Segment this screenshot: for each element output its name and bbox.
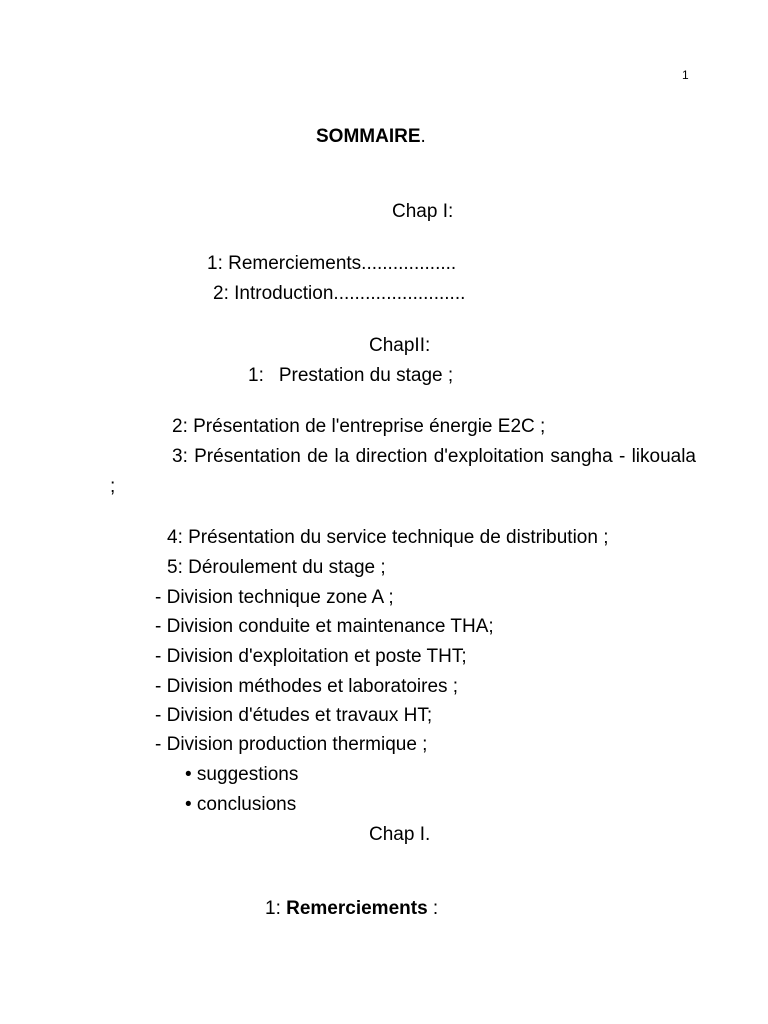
toc-item-remerciements: 1: Remerciements.................. [207,253,457,274]
toc-item-introduction: 2: Introduction......................... [213,283,466,304]
toc-item-prestation [248,365,453,387]
page-number: 1 [682,68,689,82]
list-item-conclusions: • conclusions [185,794,297,815]
toc-item-presentation-direction: 3: Présentation de la direction d'exploitation sangha - likouala ; [110,446,696,497]
chap1-body-heading: Chap I. [369,824,431,845]
section-number: 1: [265,898,287,919]
title-text: SOMMAIRE [316,126,421,147]
page-title [316,126,426,148]
list-item-division: - Division d'exploitation et poste THT; [155,646,467,667]
section-heading-remerciements [265,898,438,920]
section-title: Remerciements [286,898,428,919]
toc-item-presentation-entreprise: 2: Présentation de l'entreprise énergie E2C ; [172,416,546,437]
item-text: Prestation du stage ; [278,365,454,386]
list-item-division: - Division technique zone A ; [155,587,394,608]
toc-item-presentation-service: 4: Présentation du service technique de distribution ; [167,527,609,548]
list-item-division: - Division production thermique ; [155,734,428,755]
item-number: 1: [248,365,264,386]
list-item-suggestions: • suggestions [185,764,299,785]
list-item-division: - Division méthodes et laboratoires ; [155,676,459,697]
title-suffix: . [420,126,426,147]
list-item-division: - Division conduite et maintenance THA; [155,616,494,637]
chap1-heading: Chap I: [392,201,454,222]
chap2-heading: ChapII: [369,335,431,356]
list-item-division: - Division d'études et travaux HT; [155,705,433,726]
section-suffix: : [427,898,439,919]
toc-item-deroulement: 5: Déroulement du stage ; [167,557,386,578]
